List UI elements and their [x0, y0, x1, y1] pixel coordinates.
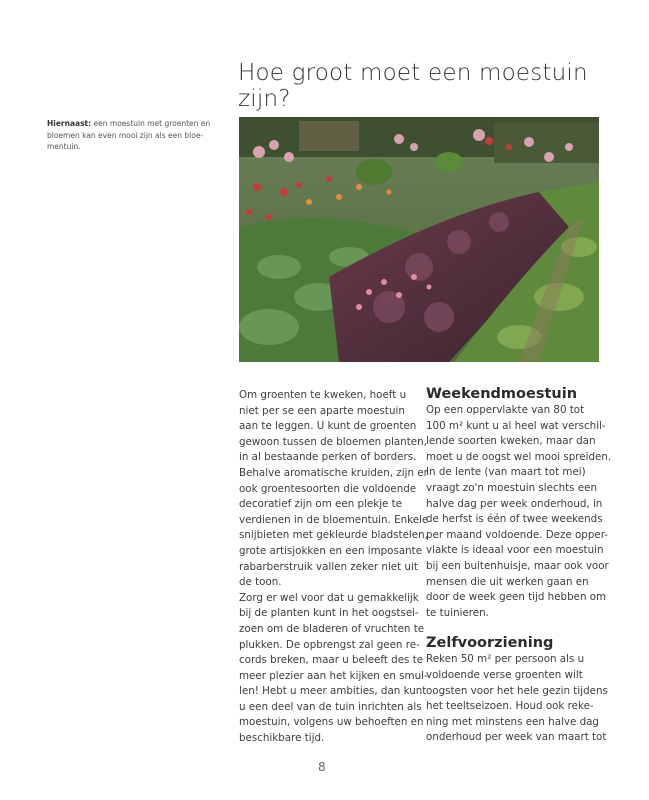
text-line: aan te leggen. U kunt de groenten: [239, 420, 417, 433]
text-line: te tuinieren.: [426, 606, 489, 619]
text-line: oogsten voor het hele gezin tijdens: [426, 684, 608, 697]
text-line: zoen om de bladeren of vruchten te: [239, 622, 425, 635]
text-line: cords breken, maar u beleeft des te: [239, 654, 424, 667]
text-line: lende soorten kweken, maar dan: [426, 435, 596, 448]
text-line: ook groentesoorten die voldoende: [239, 482, 417, 495]
left-column: [239, 388, 428, 747]
text-line: bij een buitenhuisje, maar ook voor: [426, 559, 609, 572]
text-line: 100 m² kunt u al heel wat verschil-: [426, 419, 606, 432]
text-line: decoratief zijn om een plekje te: [239, 498, 403, 511]
text-line: verdienen in de bloementuin. Enkele: [239, 513, 429, 526]
text-line: Op een oppervlakte van 80 tot: [426, 404, 585, 416]
text-line: meer plezier aan het kijken en smul-: [239, 669, 428, 682]
text-line: de toon.: [239, 576, 282, 589]
text-line: vlakte is ideaal voor een moestuin: [426, 544, 604, 557]
garden-photo: [239, 117, 599, 362]
text-line: ning met minstens een halve dag: [426, 715, 599, 728]
text-line: in al bestaande perken of borders.: [239, 451, 417, 464]
text-line: u een deel van de tuin inrichten als: [239, 700, 422, 713]
page-title: Hoe groot moet een moestuin zijn?: [238, 60, 588, 112]
caption-line: bloemen kan even mooi zijn als een bloe-: [47, 130, 204, 140]
caption-line: een moestuin met groenten en: [91, 119, 211, 128]
caption-lead: Hiernaast:: [47, 119, 92, 128]
right-column: [426, 385, 611, 746]
text-line: gewoon tussen de bloemen planten,: [239, 435, 427, 448]
text-line: beschikbare tijd.: [239, 732, 325, 745]
text-line: rabarberstruik vallen zeker niet uit: [239, 560, 418, 573]
text-line: moestuin, volgens uw behoeften en: [239, 716, 424, 729]
text-line: len! Hebt u meer ambities, dan kunt: [239, 685, 427, 698]
text-line: Reken 50 m² per persoon als u: [426, 653, 585, 666]
text-line: onderhoud per week van maart tot: [426, 731, 607, 744]
text-line: het teeltseizoen. Houd ook reke-: [426, 700, 594, 713]
text-line: Om groenten te kweken, hoeft u: [239, 389, 407, 401]
garden-photo-icon: [239, 117, 599, 362]
heading-weekendmoestuin: Weekendmoestuin: [426, 386, 578, 402]
heading-zelfvoorziening: Zelfvoorziening: [426, 635, 554, 652]
text-line: Zorg er wel voor dat u gemakkelijk: [239, 591, 419, 604]
text-line: grote artisjokken en een imposante: [239, 544, 423, 557]
text-line: door de week geen tijd hebben om: [426, 591, 607, 604]
text-line: niet per se een aparte moestuin: [239, 404, 405, 417]
text-line: mensen die uit werken gaan en: [426, 575, 589, 588]
text-line: Behalve aromatische kruiden, zijn er: [239, 466, 428, 479]
text-line: plukken. De opbrengst zal geen re-: [239, 638, 420, 651]
text-line: moet u de oogst wel mooi spreiden.: [426, 450, 612, 463]
text-line: In de lente (van maart tot mei): [426, 466, 586, 479]
text-line: snijbieten met gekleurde bladstelen,: [239, 529, 428, 542]
caption-line: mentuin.: [47, 142, 81, 151]
photo-caption: [47, 118, 222, 153]
text-line: per maand voldoende. Deze opper-: [426, 528, 609, 541]
text-line: halve dag per week onderhoud, in: [426, 497, 603, 510]
text-line: bij de planten kunt in het oogstsei-: [239, 607, 419, 620]
text-line: voldoende verse groenten wilt: [426, 668, 583, 681]
text-line: vraagt zo'n moestuin slechts een: [426, 481, 597, 494]
text-line: de herfst is één of twee weekends: [426, 513, 603, 526]
page-number: 8: [318, 760, 326, 774]
